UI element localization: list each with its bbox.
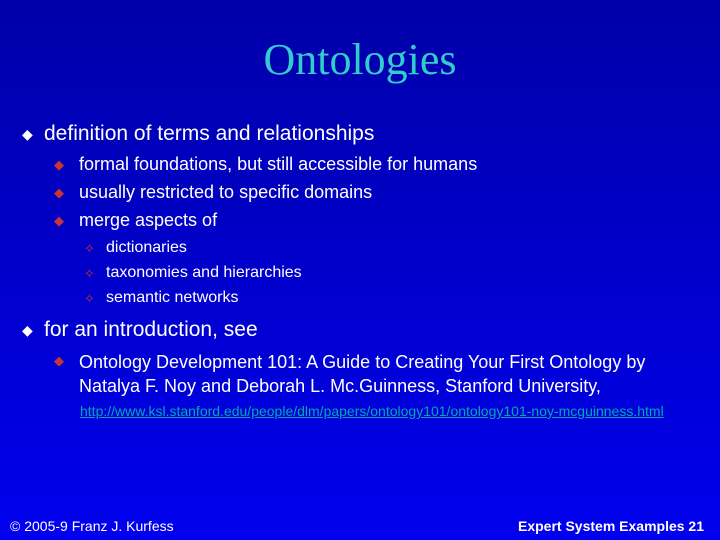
diamond-bullet-icon: ◆ xyxy=(54,157,64,172)
sub-sub-bullet-item xyxy=(84,289,239,307)
footer-copyright: © 2005-9 Franz J. Kurfess xyxy=(10,518,174,534)
sub-bullet-item xyxy=(54,154,477,175)
sub-sub-bullet-text: taxonomies and hierarchies xyxy=(106,264,302,281)
diamond-bullet-icon: ◆ xyxy=(22,322,33,338)
bullet-text: for an introduction, see xyxy=(44,318,258,341)
sub-bullet-text: merge aspects of xyxy=(79,210,218,230)
diamond-bullet-icon: ◆ xyxy=(22,126,33,142)
four-point-star-bullet-icon: ✧ xyxy=(84,291,95,306)
footer-slide-info: Expert System Examples 21 xyxy=(518,518,704,534)
sub-bullet-text: formal foundations, but still accessible for humans xyxy=(79,154,478,174)
reference-text: Ontology Development 101: A Guide to Creating Your First Ontology by Natalya F. Noy and Deborah L. Mc.Guinness, Stanford University, xyxy=(79,352,646,396)
four-point-star-bullet-icon: ✧ xyxy=(84,241,95,256)
sub-sub-bullet-item xyxy=(84,264,302,282)
bullet-item-introduction xyxy=(22,318,258,342)
sub-bullet-item xyxy=(54,350,699,398)
sub-sub-bullet-item xyxy=(84,239,187,257)
diamond-bullet-icon: ◆ xyxy=(54,185,64,200)
four-point-star-bullet-icon: ✧ xyxy=(84,266,95,281)
diamond-bullet-icon: ◆ xyxy=(54,213,64,228)
diamond-bullet-icon: ◆ xyxy=(54,353,64,368)
reference-link[interactable]: http://www.ksl.stanford.edu/people/dlm/papers/ontology101/ontology101-noy-mcguinness.html xyxy=(80,403,664,419)
sub-bullet-item xyxy=(54,210,217,231)
slide-title: Ontologies xyxy=(263,35,457,84)
sub-bullet-item xyxy=(54,182,372,203)
bullet-text: definition of terms and relationships xyxy=(44,122,375,145)
sub-bullet-text: usually restricted to specific domains xyxy=(79,182,373,202)
bullet-item-definition xyxy=(22,122,374,146)
sub-sub-bullet-text: semantic networks xyxy=(106,289,239,306)
sub-sub-bullet-text: dictionaries xyxy=(106,239,187,256)
